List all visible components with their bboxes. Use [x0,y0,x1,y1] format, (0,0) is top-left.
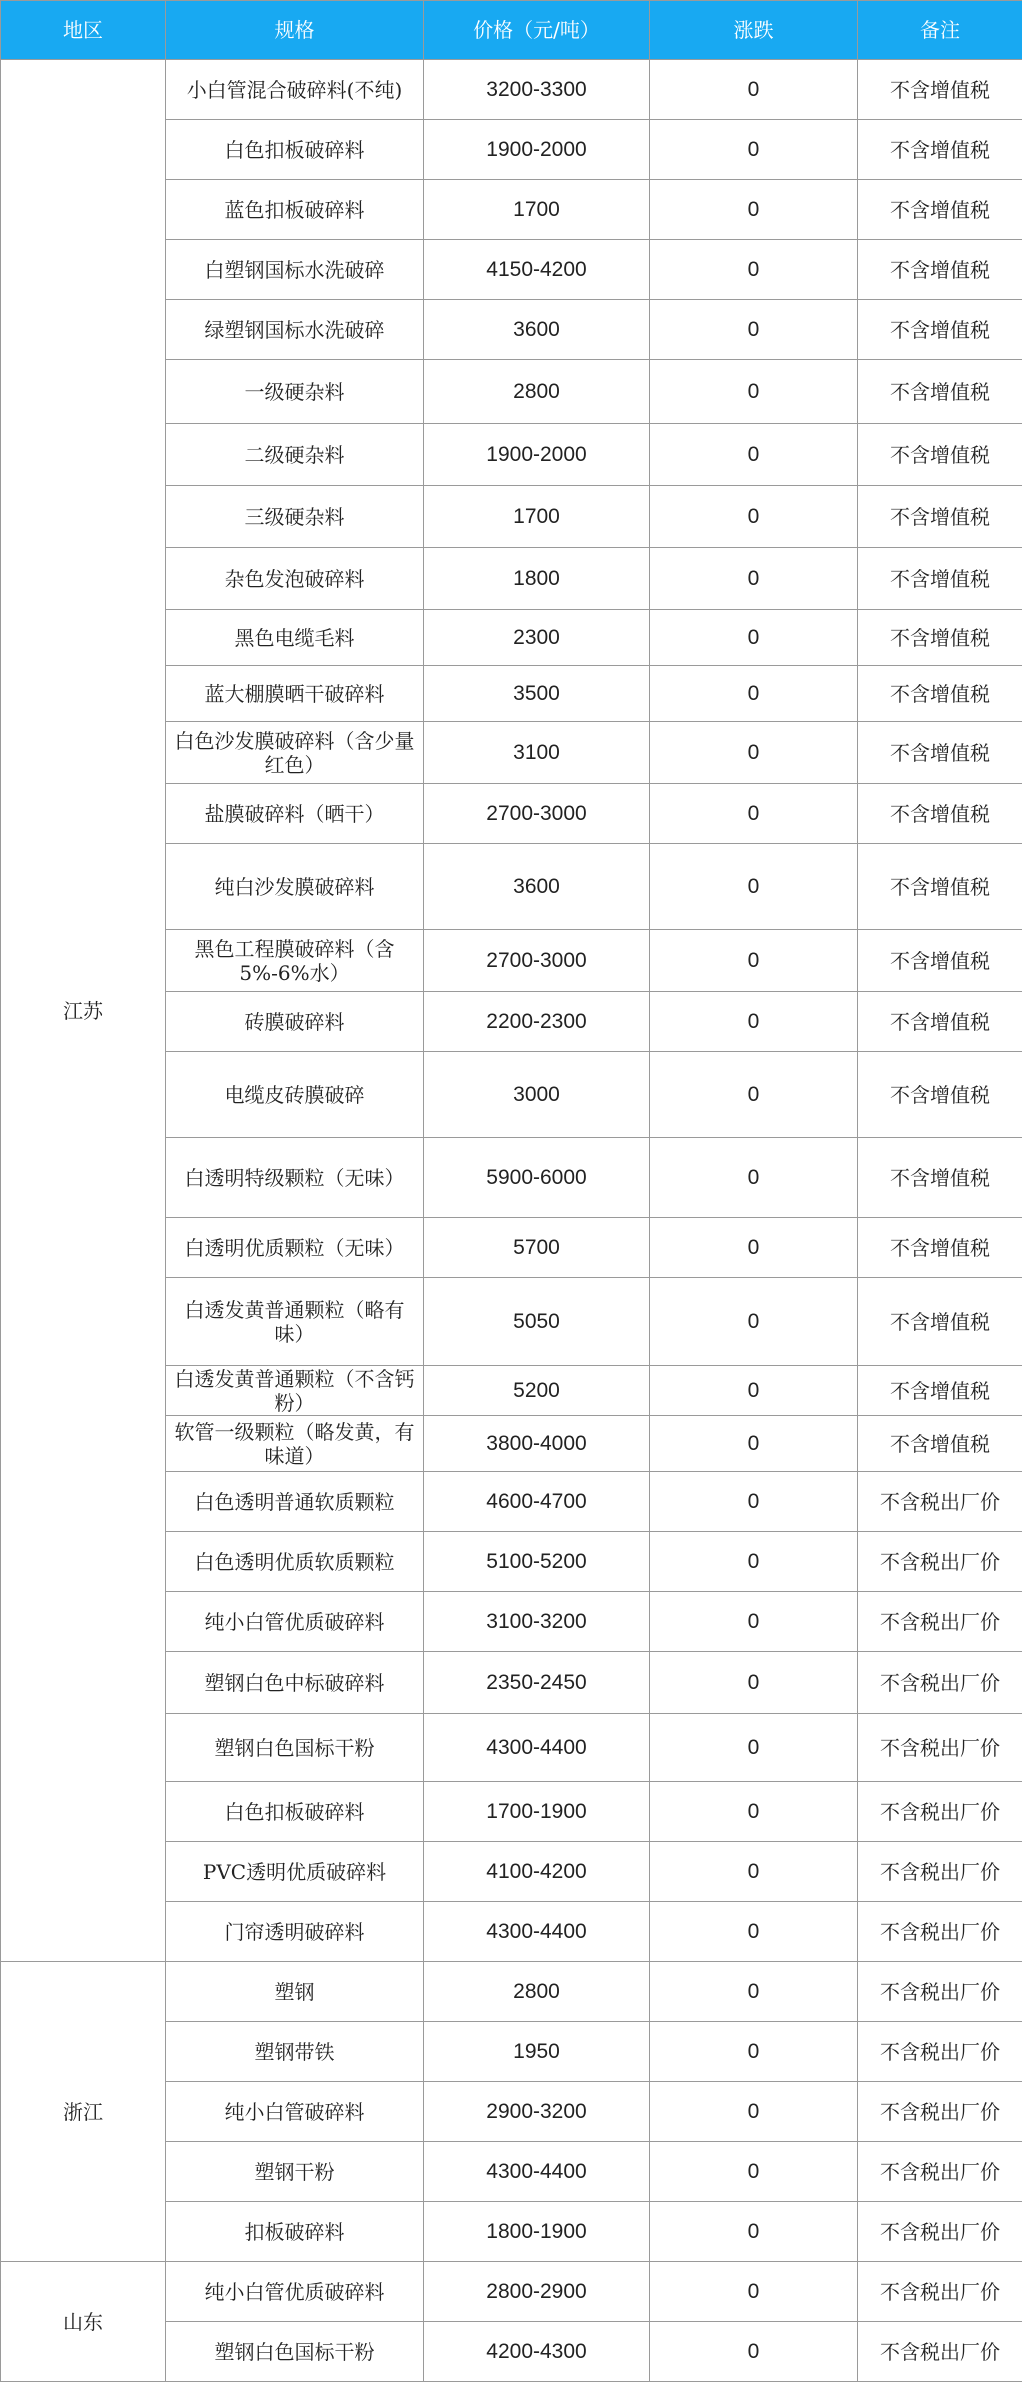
note-cell: 不含增值税 [858,60,1022,120]
note-cell: 不含增值税 [858,610,1022,666]
price-cell: 5700 [424,1218,650,1278]
note-cell: 不含税出厂价 [858,2202,1022,2262]
change-cell: 0 [650,1472,858,1532]
spec-cell: 塑钢干粉 [166,2142,424,2202]
change-cell: 0 [650,784,858,844]
price-cell: 3000 [424,1052,650,1138]
change-cell: 0 [650,2142,858,2202]
change-cell: 0 [650,1652,858,1714]
spec-cell: 塑钢白色国标干粉 [166,2322,424,2382]
header-note: 备注 [858,1,1022,60]
price-cell: 2300 [424,610,650,666]
header-spec: 规格 [166,1,424,60]
change-cell: 0 [650,300,858,360]
note-cell: 不含增值税 [858,424,1022,486]
change-cell: 0 [650,1902,858,1962]
note-cell: 不含增值税 [858,548,1022,610]
price-cell: 2800-2900 [424,2262,650,2322]
table-body [1,60,1022,2382]
note-cell: 不含增值税 [858,120,1022,180]
change-cell: 0 [650,722,858,784]
note-cell: 不含税出厂价 [858,1782,1022,1842]
price-cell: 4100-4200 [424,1842,650,1902]
change-cell: 0 [650,1782,858,1842]
note-cell: 不含增值税 [858,930,1022,992]
note-cell: 不含税出厂价 [858,1472,1022,1532]
price-cell: 1900-2000 [424,120,650,180]
change-cell: 0 [650,1138,858,1218]
price-cell: 2700-3000 [424,784,650,844]
price-cell: 1700-1900 [424,1782,650,1842]
change-cell: 0 [650,120,858,180]
spec-cell: 扣板破碎料 [166,2202,424,2262]
price-cell: 5050 [424,1278,650,1366]
spec-cell: 一级硬杂料 [166,360,424,424]
spec-cell: 小白管混合破碎料(不纯) [166,60,424,120]
spec-cell: 绿塑钢国标水洗破碎 [166,300,424,360]
spec-cell: 纯小白管优质破碎料 [166,2262,424,2322]
spec-cell: 白色透明优质软质颗粒 [166,1532,424,1592]
change-cell: 0 [650,1532,858,1592]
price-cell: 1800 [424,548,650,610]
price-cell: 1700 [424,486,650,548]
change-cell: 0 [650,548,858,610]
note-cell: 不含增值税 [858,360,1022,424]
spec-cell: 二级硬杂料 [166,424,424,486]
price-cell: 5200 [424,1366,650,1416]
region-cell: 浙江 [1,1962,166,2262]
note-cell: 不含税出厂价 [858,1592,1022,1652]
change-cell: 0 [650,844,858,930]
note-cell: 不含税出厂价 [858,2262,1022,2322]
price-cell: 4300-4400 [424,1902,650,1962]
note-cell: 不含税出厂价 [858,1532,1022,1592]
spec-cell: 三级硬杂料 [166,486,424,548]
note-cell: 不含税出厂价 [858,1902,1022,1962]
region-cell: 山东 [1,2262,166,2382]
header-change: 涨跌 [650,1,858,60]
price-cell: 1800-1900 [424,2202,650,2262]
change-cell: 0 [650,1842,858,1902]
spec-cell: 塑钢白色中标破碎料 [166,1652,424,1714]
price-cell: 2200-2300 [424,992,650,1052]
note-cell: 不含税出厂价 [858,1842,1022,1902]
change-cell: 0 [650,1278,858,1366]
note-cell: 不含税出厂价 [858,2142,1022,2202]
change-cell: 0 [650,1366,858,1416]
table-row [1,2262,1022,2322]
price-cell: 3600 [424,300,650,360]
spec-cell: 软管一级颗粒（略发黄，有味道） [166,1416,424,1472]
spec-cell: 白色扣板破碎料 [166,120,424,180]
price-cell: 5100-5200 [424,1532,650,1592]
note-cell: 不含税出厂价 [858,1714,1022,1782]
change-cell: 0 [650,1714,858,1782]
price-cell: 3200-3300 [424,60,650,120]
price-cell: 4300-4400 [424,2142,650,2202]
spec-cell: 塑钢白色国标干粉 [166,1714,424,1782]
change-cell: 0 [650,2022,858,2082]
price-cell: 3600 [424,844,650,930]
note-cell: 不含增值税 [858,1366,1022,1416]
note-cell: 不含增值税 [858,992,1022,1052]
change-cell: 0 [650,240,858,300]
price-cell: 1700 [424,180,650,240]
spec-cell: 蓝色扣板破碎料 [166,180,424,240]
table-row [1,60,1022,120]
note-cell: 不含增值税 [858,1052,1022,1138]
price-cell: 2800 [424,360,650,424]
price-cell: 2900-3200 [424,2082,650,2142]
spec-cell: 塑钢带铁 [166,2022,424,2082]
spec-cell: PVC透明优质破碎料 [166,1842,424,1902]
price-cell: 2700-3000 [424,930,650,992]
change-cell: 0 [650,60,858,120]
note-cell: 不含增值税 [858,180,1022,240]
change-cell: 0 [650,424,858,486]
note-cell: 不含增值税 [858,486,1022,548]
spec-cell: 纯小白管优质破碎料 [166,1592,424,1652]
spec-cell: 塑钢 [166,1962,424,2022]
price-cell: 3100-3200 [424,1592,650,1652]
note-cell: 不含增值税 [858,300,1022,360]
note-cell: 不含增值税 [858,1218,1022,1278]
change-cell: 0 [650,992,858,1052]
note-cell: 不含税出厂价 [858,2322,1022,2382]
spec-cell: 纯白沙发膜破碎料 [166,844,424,930]
change-cell: 0 [650,1218,858,1278]
change-cell: 0 [650,2322,858,2382]
price-cell: 1900-2000 [424,424,650,486]
note-cell: 不含增值税 [858,240,1022,300]
header-price: 价格（元/吨） [424,1,650,60]
spec-cell: 白塑钢国标水洗破碎 [166,240,424,300]
header-region: 地区 [1,1,166,60]
note-cell: 不含增值税 [858,1278,1022,1366]
spec-cell: 盐膜破碎料（晒干） [166,784,424,844]
spec-cell: 白色扣板破碎料 [166,1782,424,1842]
header-row [1,1,1022,60]
change-cell: 0 [650,2082,858,2142]
spec-cell: 门帘透明破碎料 [166,1902,424,1962]
change-cell: 0 [650,930,858,992]
spec-cell: 白透发黄普通颗粒（不含钙粉） [166,1366,424,1416]
price-cell: 4300-4400 [424,1714,650,1782]
price-cell: 4150-4200 [424,240,650,300]
spec-cell: 电缆皮砖膜破碎 [166,1052,424,1138]
note-cell: 不含税出厂价 [858,2082,1022,2142]
price-cell: 2350-2450 [424,1652,650,1714]
spec-cell: 黑色工程膜破碎料（含5%-6%水） [166,930,424,992]
spec-cell: 纯小白管破碎料 [166,2082,424,2142]
note-cell: 不含增值税 [858,784,1022,844]
price-cell: 3100 [424,722,650,784]
spec-cell: 砖膜破碎料 [166,992,424,1052]
note-cell: 不含税出厂价 [858,1652,1022,1714]
change-cell: 0 [650,666,858,722]
price-cell: 1950 [424,2022,650,2082]
price-cell: 4200-4300 [424,2322,650,2382]
note-cell: 不含增值税 [858,666,1022,722]
change-cell: 0 [650,1962,858,2022]
change-cell: 0 [650,2202,858,2262]
price-cell: 3800-4000 [424,1416,650,1472]
spec-cell: 黑色电缆毛料 [166,610,424,666]
note-cell: 不含税出厂价 [858,1962,1022,2022]
change-cell: 0 [650,1052,858,1138]
spec-cell: 蓝大棚膜晒干破碎料 [166,666,424,722]
price-cell: 3500 [424,666,650,722]
change-cell: 0 [650,1592,858,1652]
note-cell: 不含增值税 [858,1138,1022,1218]
note-cell: 不含增值税 [858,722,1022,784]
change-cell: 0 [650,2262,858,2322]
spec-cell: 白色沙发膜破碎料（含少量红色） [166,722,424,784]
note-cell: 不含税出厂价 [858,2022,1022,2082]
change-cell: 0 [650,360,858,424]
note-cell: 不含增值税 [858,1416,1022,1472]
spec-cell: 白透明优质颗粒（无味） [166,1218,424,1278]
change-cell: 0 [650,180,858,240]
region-cell: 江苏 [1,60,166,1962]
spec-cell: 杂色发泡破碎料 [166,548,424,610]
price-cell: 4600-4700 [424,1472,650,1532]
price-cell: 5900-6000 [424,1138,650,1218]
table-row [1,1962,1022,2022]
note-cell: 不含增值税 [858,844,1022,930]
change-cell: 0 [650,610,858,666]
spec-cell: 白透发黄普通颗粒（略有味） [166,1278,424,1366]
change-cell: 0 [650,1416,858,1472]
spec-cell: 白色透明普通软质颗粒 [166,1472,424,1532]
price-cell: 2800 [424,1962,650,2022]
change-cell: 0 [650,486,858,548]
spec-cell: 白透明特级颗粒（无味） [166,1138,424,1218]
